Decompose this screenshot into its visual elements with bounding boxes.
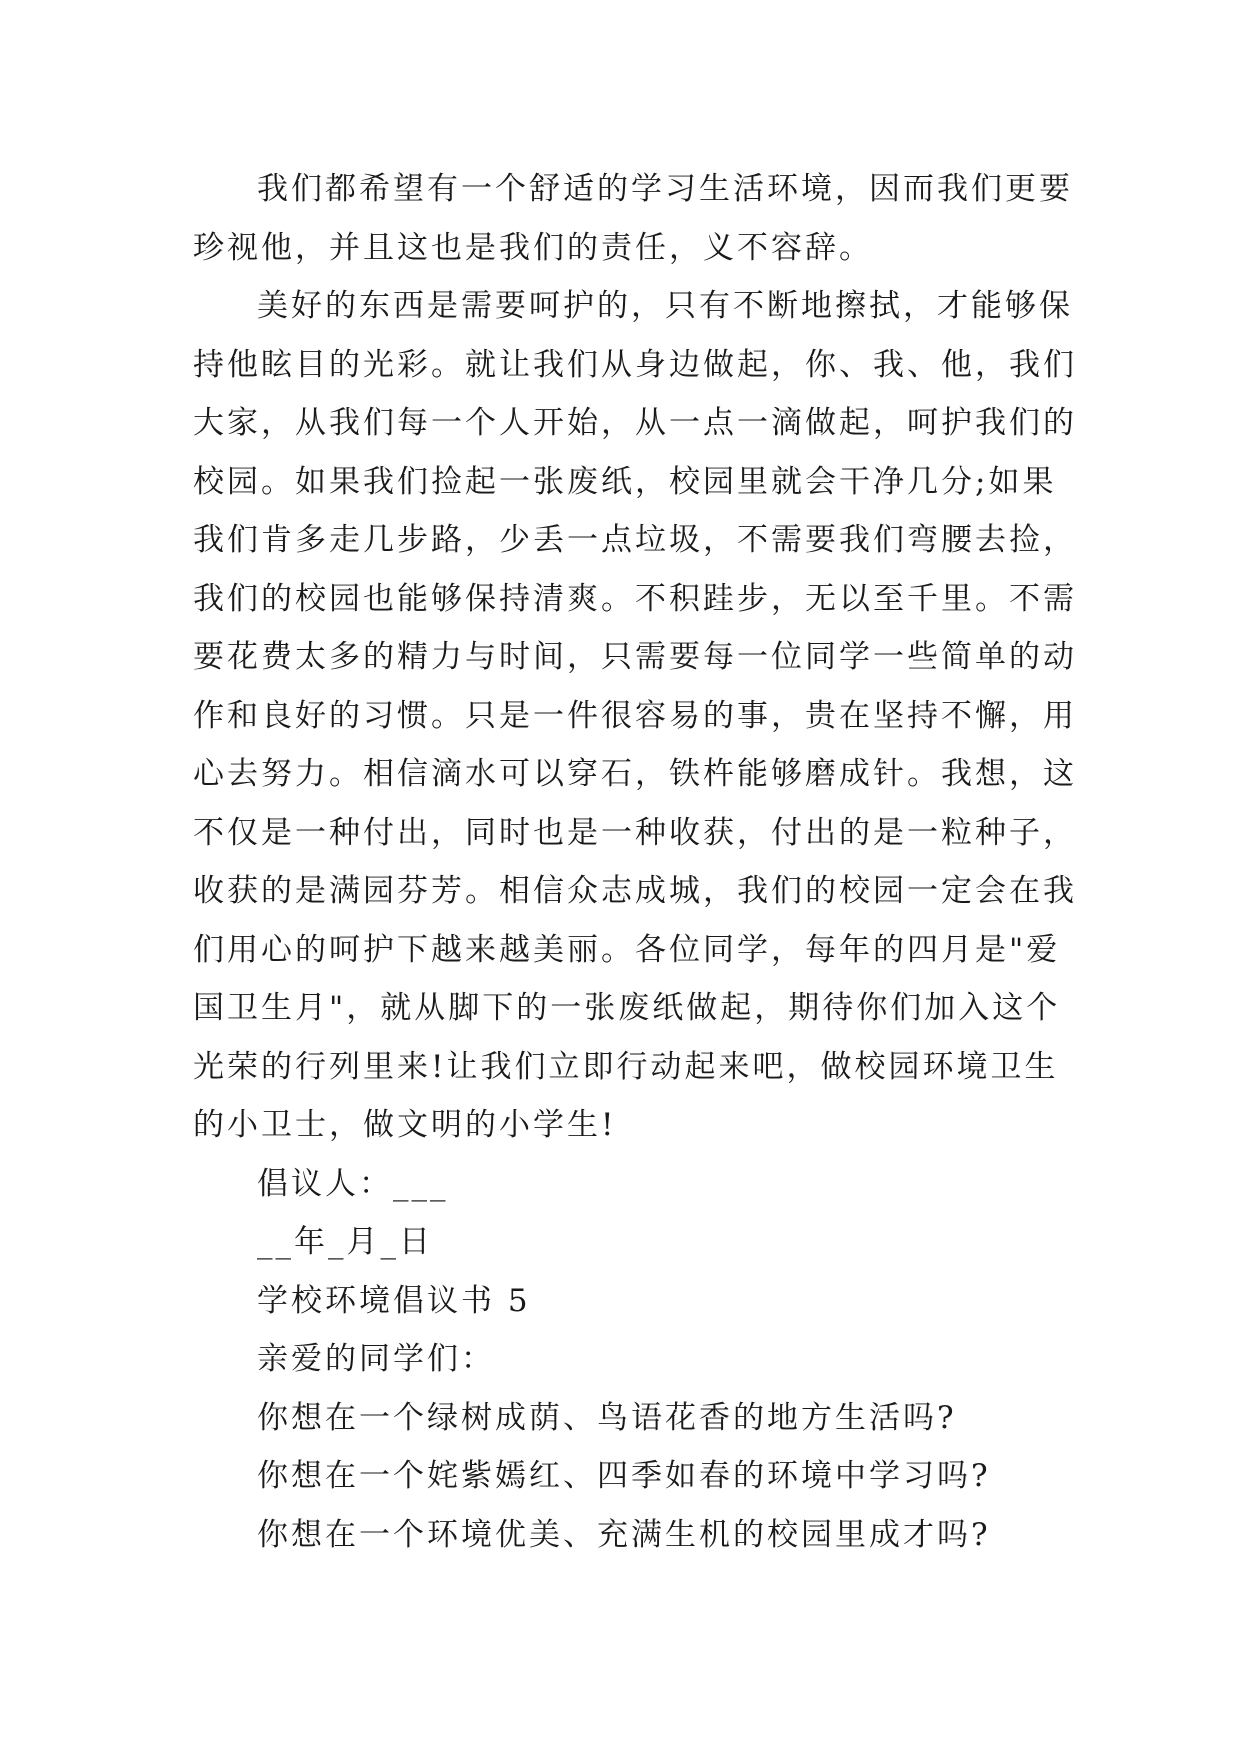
paragraph-line: 我们都希望有一个舒适的学习生活环境，因而我们更要 bbox=[257, 171, 1073, 207]
paragraph-line: 珍视他，并且这也是我们的责任，义不容辞。 bbox=[193, 229, 873, 266]
date-line: __年_月_日 bbox=[257, 1224, 433, 1260]
document-body bbox=[193, 160, 1077, 1564]
paragraph-line: 校园。如果我们捡起一张废纸，校园里就会干净几分;如果 bbox=[193, 463, 1057, 500]
question-line: 你想在一个绿树成荫、鸟语花香的地方生活吗? bbox=[257, 1399, 957, 1436]
greeting: 亲爱的同学们： bbox=[257, 1341, 495, 1377]
paragraph-line: 国卫生月"，就从脚下的一张废纸做起，期待你们加入这个 bbox=[193, 990, 1061, 1026]
paragraph-line: 不仅是一种付出，同时也是一种收获，付出的是一粒种子， bbox=[193, 814, 1077, 851]
paragraph-line: 作和良好的习惯。只是一件很容易的事，贵在坚持不懈，用 bbox=[193, 697, 1077, 734]
section-title: 学校环境倡议书 5 bbox=[257, 1282, 531, 1319]
paragraph-line: 收获的是满园芬芳。相信众志成城，我们的校园一定会在我 bbox=[193, 873, 1077, 909]
paragraph-line: 美好的东西是需要呵护的，只有不断地擦拭，才能够保 bbox=[257, 288, 1073, 324]
paragraph-line: 持他眩目的光彩。就让我们从身边做起，你、我、他，我们 bbox=[193, 346, 1077, 383]
paragraph-line: 们用心的呵护下越来越美丽。各位同学，每年的四月是"爱 bbox=[193, 931, 1061, 968]
paragraph-line: 的小卫士，做文明的小学生! bbox=[193, 1107, 617, 1143]
paragraph-line: 要花费太多的精力与时间，只需要每一位同学一些简单的动 bbox=[193, 639, 1077, 675]
paragraph-line: 大家，从我们每一个人开始，从一点一滴做起，呵护我们的 bbox=[193, 405, 1077, 441]
question-line: 你想在一个环境优美、充满生机的校园里成才吗? bbox=[257, 1516, 991, 1553]
paragraph-line: 我们的校园也能够保持清爽。不积跬步，无以至千里。不需 bbox=[193, 580, 1077, 617]
paragraph-line: 心去努力。相信滴水可以穿石，铁杵能够磨成针。我想，这 bbox=[193, 756, 1077, 792]
paragraph-line: 我们肯多走几步路，少丢一点垃圾，不需要我们弯腰去捡， bbox=[193, 522, 1077, 558]
paragraph-line: 光荣的行列里来!让我们立即行动起来吧，做校园环境卫生 bbox=[193, 1048, 1059, 1085]
signature-line: 倡议人：___ bbox=[257, 1165, 449, 1202]
question-line: 你想在一个姹紫嫣红、四季如春的环境中学习吗? bbox=[257, 1458, 991, 1494]
